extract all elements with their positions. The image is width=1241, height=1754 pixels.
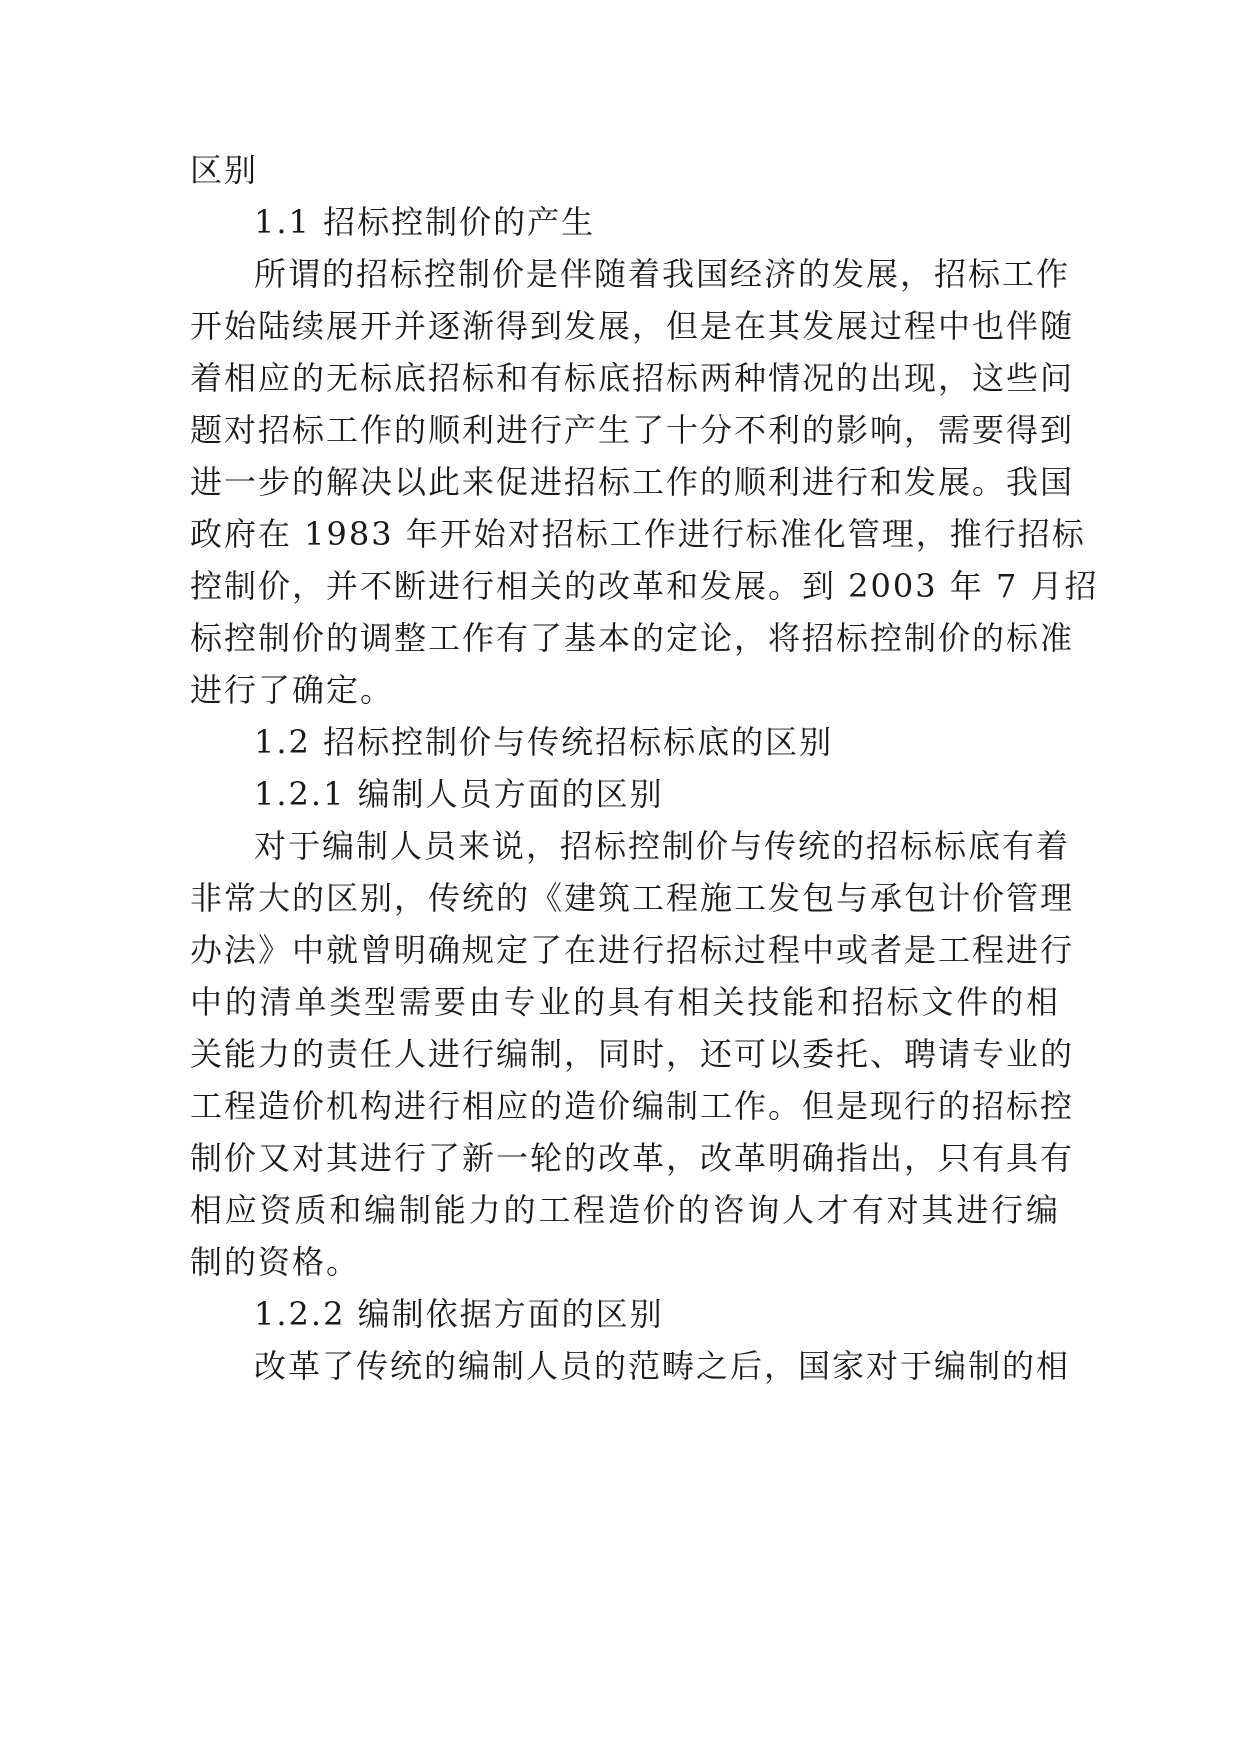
text-line: 所谓的招标控制价是伴随着我国经济的发展，招标工作 [254, 255, 1071, 293]
text-line: 进一步的解决以此来促进招标工作的顺利进行和发展。我国 [190, 463, 1075, 501]
text-line: 制的资格。 [190, 1243, 361, 1281]
text-line: 区别 [190, 151, 259, 189]
text-line: 开始陆续展开并逐渐得到发展，但是在其发展过程中也伴随 [190, 307, 1075, 345]
text-line: 标控制价的调整工作有了基本的定论，将招标控制价的标准 [190, 619, 1075, 657]
text-line: 进行了确定。 [190, 671, 395, 709]
text-line: 关能力的责任人进行编制，同时，还可以委托、聘请专业的 [190, 1035, 1075, 1073]
section-heading: 1.2 招标控制价与传统招标标底的区别 [254, 723, 834, 761]
text-line: 非常大的区别，传统的《建筑工程施工发包与承包计价管理 [190, 879, 1075, 917]
section-heading: 1.1 招标控制价的产生 [254, 203, 596, 241]
text-line: 着相应的无标底招标和有标底招标两种情况的出现，这些问 [190, 359, 1075, 397]
subsection-heading: 1.2.1 编制人员方面的区别 [254, 775, 664, 813]
text-line: 办法》中就曾明确规定了在进行招标过程中或者是工程进行 [190, 931, 1075, 969]
subsection-heading: 1.2.2 编制依据方面的区别 [254, 1295, 664, 1333]
text-line: 政府在 1983 年开始对招标工作进行标准化管理，推行招标 [190, 515, 1086, 553]
text-line: 相应资质和编制能力的工程造价的咨询人才有对其进行编 [190, 1191, 1060, 1229]
text-line: 控制价，并不断进行相关的改革和发展。到 2003 年 7 月招 [190, 567, 1099, 605]
text-line: 工程造价机构进行相应的造价编制工作。但是现行的招标控 [190, 1087, 1075, 1125]
text-line: 题对招标工作的顺利进行产生了十分不利的影响，需要得到 [190, 411, 1075, 449]
text-line: 改革了传统的编制人员的范畴之后，国家对于编制的相 [254, 1347, 1071, 1385]
text-line: 中的清单类型需要由专业的具有相关技能和招标文件的相 [190, 983, 1060, 1021]
text-line: 制价又对其进行了新一轮的改革，改革明确指出，只有具有 [190, 1139, 1075, 1177]
text-line: 对于编制人员来说，招标控制价与传统的招标标底有着 [254, 827, 1071, 865]
